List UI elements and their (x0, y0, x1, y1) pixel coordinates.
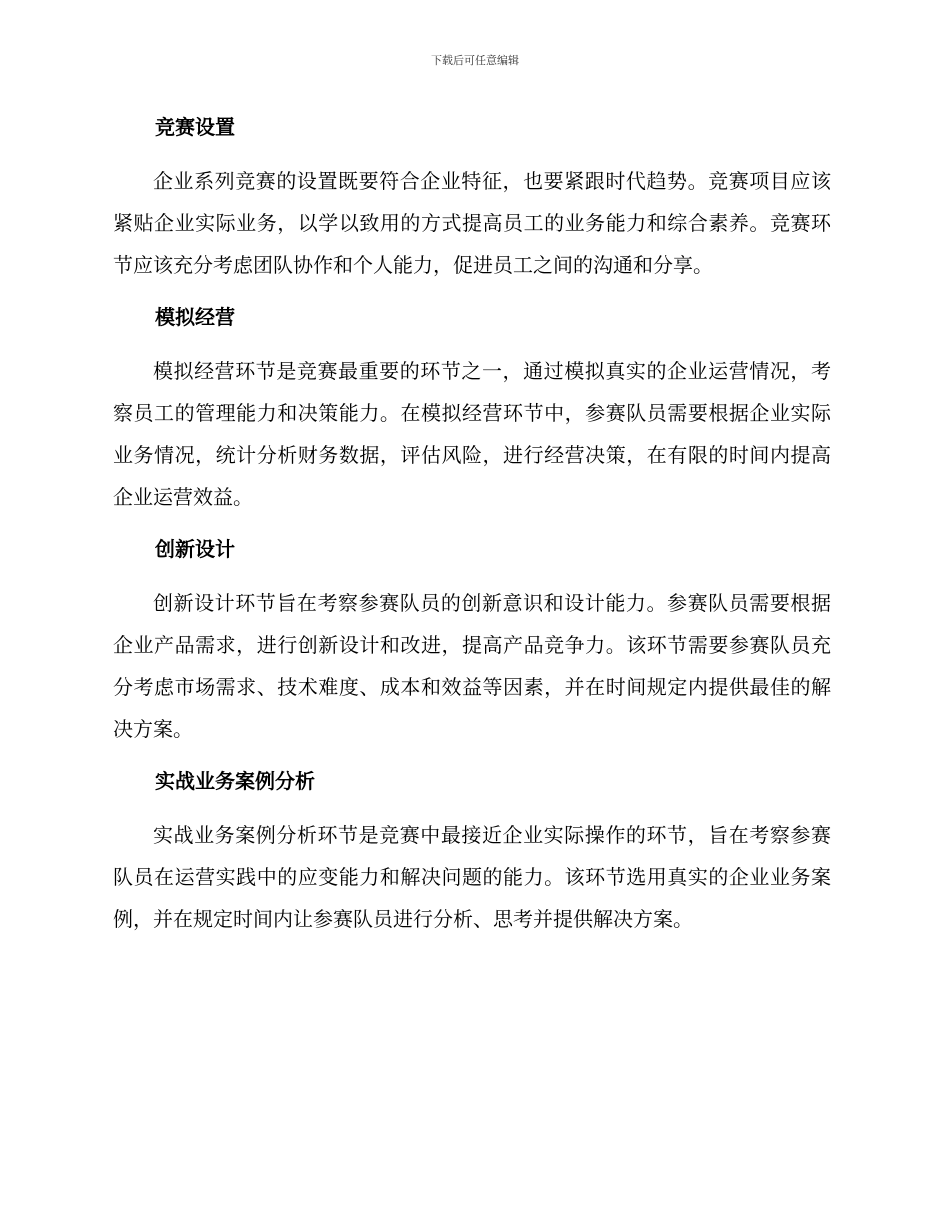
section-heading: 创新设计 (155, 537, 235, 561)
section-paragraph: 企业系列竞赛的设置既要符合企业特征，也要紧跟时代趋势。竞赛项目应该紧贴企业实际业务，以学以致用的方式提高员工的业务能力和综合素养。竞赛环节应该充分考虑团队协作和个人能力，促进员工之间的沟通和分享。 (113, 169, 831, 277)
section-paragraph: 模拟经营环节是竞赛最重要的环节之一，通过模拟真实的企业运营情况，考察员工的管理能力和决策能力。在模拟经营环节中，参赛队员需要根据企业实际业务情况，统计分析财务数据，评估风险，进行经营决策，在有限的时间内提高企业运营效益。 (113, 359, 831, 509)
document-content (113, 108, 831, 952)
section-heading: 实战业务案例分析 (155, 769, 315, 793)
section-simulated-operation (113, 298, 831, 518)
section-innovation-design (113, 530, 831, 750)
section-heading: 竞赛设置 (155, 115, 235, 139)
section-heading: 模拟经营 (155, 305, 235, 329)
section-competition-setup (113, 108, 831, 286)
section-paragraph: 创新设计环节旨在考察参赛队员的创新意识和设计能力。参赛队员需要根据企业产品需求，进行创新设计和改进，提高产品竞争力。该环节需要参赛队员充分考虑市场需求、技术难度、成本和效益等因素，并在时间规定内提供最佳的解决方案。 (113, 591, 831, 741)
header-note: 下载后可任意编辑 (431, 54, 519, 67)
section-paragraph: 实战业务案例分析环节是竞赛中最接近企业实际操作的环节，旨在考察参赛队员在运营实践中的应变能力和解决问题的能力。该环节选用真实的企业业务案例，并在规定时间内让参赛队员进行分析、思考并提供解决方案。 (113, 823, 831, 931)
section-case-analysis (113, 762, 831, 940)
